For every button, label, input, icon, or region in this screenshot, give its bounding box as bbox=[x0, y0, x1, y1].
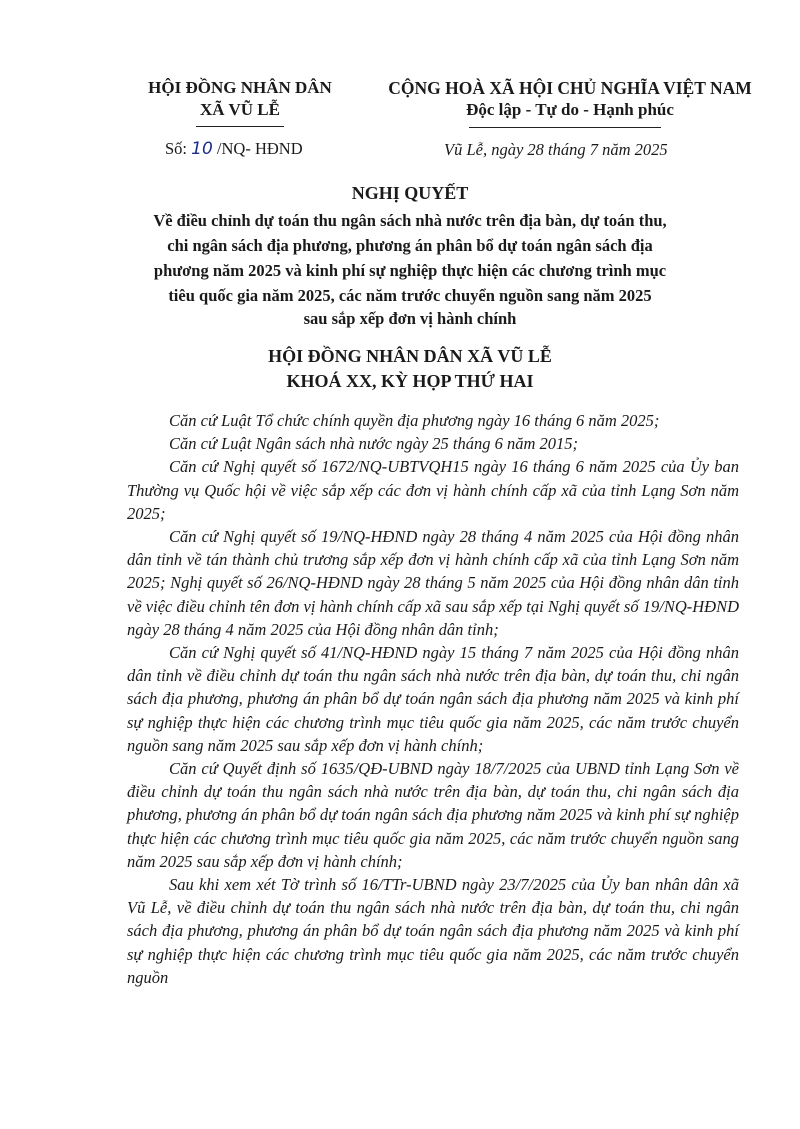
number-prefix: Số: bbox=[165, 139, 188, 158]
preamble-paragraph: Sau khi xem xét Tờ trình số 16/TTr-UBND ngày 23/7/2025 của Ủy ban nhân dân xã Vũ Lễ, về điều chỉnh dự toán thu ngân sách nhà nước trên địa bàn, dự toán thu, chi ngân sách địa phương, phương án phân bổ dự toán ngân sách địa phương năm 2025 và kinh phí sự nghiệp thực hiện các chương trình mục tiêu quốc gia năm 2025, các năm trước chuyển nguồn bbox=[127, 875, 739, 987]
left-header-rule bbox=[196, 126, 284, 127]
subject-line-1: Về điều chỉnh dự toán thu ngân sách nhà nước trên địa bàn, dự toán thu, bbox=[153, 211, 667, 230]
preamble-paragraph: Căn cứ Nghị quyết số 19/NQ-HĐND ngày 28 tháng 4 năm 2025 của Hội đồng nhân dân tỉnh về tán thành chủ trương sắp xếp đơn vị hành chính cấp xã của tỉnh Lạng Sơn năm 2025; Nghị quyết số 26/NQ-HĐND ngày 28 tháng 5 năm 2025 của Hội đồng nhân dân tỉnh về việc điều chỉnh tên đơn vị hành chính cấp xã sau sắp xếp tại Nghị quyết số 19/NQ-HĐND ngày 28 tháng 4 năm 2025 của Hội đồng nhân dân tỉnh; bbox=[127, 527, 739, 639]
subject-line-2: chi ngân sách địa phương, phương án phân bổ dự toán ngân sách địa bbox=[167, 236, 653, 255]
issuing-body-commune: XÃ VŨ LỄ bbox=[200, 100, 280, 119]
document-type: NGHỊ QUYẾT bbox=[351, 183, 469, 203]
preamble-paragraph: Căn cứ Luật Ngân sách nhà nước ngày 25 tháng 6 năm 2015; bbox=[169, 434, 579, 454]
preamble-paragraph: Căn cứ Quyết định số 1635/QĐ-UBND ngày 18/7/2025 của UBND tỉnh Lạng Sơn về điều chỉnh dự toán thu ngân sách nhà nước trên địa bàn, dự toán thu, chi ngân sách địa phương, phương án phân bổ dự toán ngân sách địa phương năm 2025 và kinh phí sự nghiệp thực hiện các chương trình mục tiêu quốc gia năm 2025, các năm trước chuyển nguồn sang năm 2025 sau sắp xếp đơn vị hành chính; bbox=[127, 759, 739, 871]
right-header-rule bbox=[469, 127, 661, 128]
issuing-body-name: HỘI ĐỒNG NHÂN DÂN bbox=[148, 78, 332, 97]
preamble-body bbox=[127, 409, 739, 989]
national-motto: Độc lập - Tự do - Hạnh phúc bbox=[466, 100, 674, 119]
document-number bbox=[165, 139, 303, 159]
subject-line-5: sau sắp xếp đơn vị hành chính bbox=[303, 309, 517, 328]
subject-line-3: phương năm 2025 và kinh phí sự nghiệp thực hiện các chương trình mục bbox=[153, 261, 667, 280]
session-heading: KHOÁ XX, KỲ HỌP THỨ HAI bbox=[286, 371, 534, 391]
preamble-paragraph: Căn cứ Nghị quyết số 41/NQ-HĐND ngày 15 tháng 7 năm 2025 của Hội đồng nhân dân tỉnh về điều chỉnh dự toán thu ngân sách nhà nước trên địa bàn, dự toán thu, chi ngân sách địa phương, phương án phân bổ dự toán ngân sách địa phương năm 2025 và kinh phí sự nghiệp thực hiện các chương trình mục tiêu quốc gia năm 2025, các năm trước chuyển nguồn sang năm 2025 sau sắp xếp đơn vị hành chính; bbox=[127, 643, 739, 755]
number-suffix: /NQ- HĐND bbox=[216, 139, 303, 158]
issuer-heading: HỘI ĐỒNG NHÂN DÂN XÃ VŨ LỄ bbox=[268, 346, 552, 366]
place-and-date: Vũ Lễ, ngày 28 tháng 7 năm 2025 bbox=[444, 140, 668, 159]
preamble-paragraph: Căn cứ Nghị quyết số 1672/NQ-UBTVQH15 ngày 16 tháng 6 năm 2025 của Ủy ban Thường vụ Quốc hội về việc sắp xếp các đơn vị hành chính cấp xã của tỉnh Lạng Sơn năm 2025; bbox=[127, 457, 739, 523]
subject-line-4: tiêu quốc gia năm 2025, các năm trước chuyển nguồn sang năm 2025 bbox=[168, 286, 652, 305]
preamble-paragraph: Căn cứ Luật Tổ chức chính quyền địa phương ngày 16 tháng 6 năm 2025; bbox=[169, 411, 660, 430]
handwritten-number: 10 bbox=[191, 139, 213, 159]
country-name: CỘNG HOÀ XÃ HỘI CHỦ NGHĨA VIỆT NAM bbox=[388, 78, 752, 98]
